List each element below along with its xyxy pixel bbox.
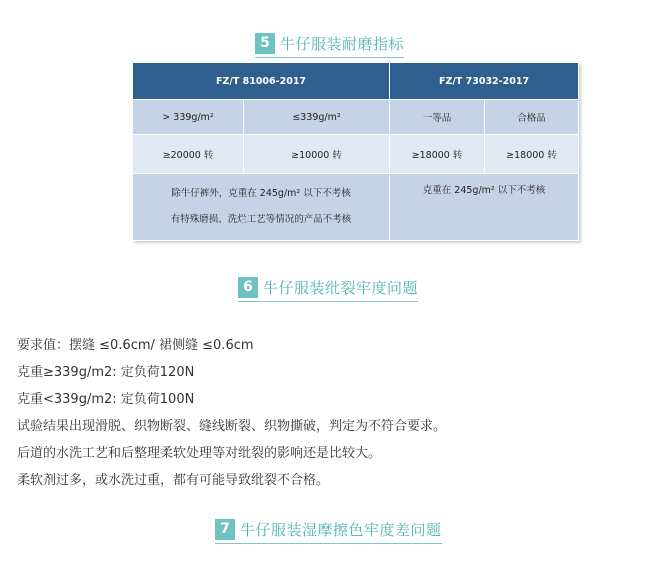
standard-b-header: FZ/T 73032-2017 bbox=[390, 63, 579, 100]
note-line: 有特殊磨损、洗烂工艺等情况的产品不考核 bbox=[170, 214, 352, 225]
table-row bbox=[133, 100, 579, 135]
paragraph: 克重≥339g/m2: 定负荷120N bbox=[17, 365, 195, 380]
section-7-heading bbox=[215, 518, 442, 544]
section-5-number: 5 bbox=[255, 33, 275, 54]
standard-a-header: FZ/T 81006-2017 bbox=[133, 63, 390, 100]
section-7-number: 7 bbox=[215, 519, 235, 540]
table-cell: 一等品 bbox=[390, 100, 485, 135]
section-6-body bbox=[17, 332, 446, 494]
note-line: 克重在 245g/m² 以下不考核 bbox=[422, 185, 546, 196]
table-cell: 合格品 bbox=[485, 100, 579, 135]
paragraph: 要求值：摆缝 ≤0.6cm/ 裙侧缝 ≤0.6cm bbox=[17, 338, 254, 353]
note-line: 除牛仔裤外，克重在 245g/m² 以下不考核 bbox=[171, 188, 351, 199]
paragraph: 后道的水洗工艺和后整理柔软处理等对纰裂的影响还是比较大。 bbox=[17, 446, 382, 461]
paragraph: 试验结果出现滑脱、织物断裂、缝线断裂、织物撕破，判定为不符合要求。 bbox=[17, 419, 447, 434]
section-6-number: 6 bbox=[238, 277, 258, 298]
table-cell: > 339g/m² bbox=[133, 100, 244, 135]
table-row bbox=[133, 174, 579, 241]
section-6-heading bbox=[238, 276, 418, 302]
section-7-title: 牛仔服装湿摩擦色牢度差问题 bbox=[240, 520, 442, 539]
section-5-title: 牛仔服装耐磨指标 bbox=[280, 34, 405, 53]
table-row bbox=[133, 135, 579, 174]
paragraph: 克重<339g/m2: 定负荷100N bbox=[17, 392, 195, 407]
paragraph: 柔软剂过多，或水洗过重，都有可能导致纰裂不合格。 bbox=[17, 473, 330, 488]
abrasion-spec-table bbox=[132, 62, 579, 241]
table-cell: ≥18000 转 bbox=[390, 135, 485, 174]
table-cell: ≤339g/m² bbox=[244, 100, 390, 135]
table-cell: ≥10000 转 bbox=[244, 135, 390, 174]
table-header-row bbox=[133, 63, 579, 100]
section-5-heading bbox=[255, 32, 404, 58]
table-note-cell bbox=[390, 174, 579, 241]
table-cell: ≥18000 转 bbox=[485, 135, 579, 174]
table-cell: ≥20000 转 bbox=[133, 135, 244, 174]
section-6-title: 牛仔服装纰裂牢度问题 bbox=[263, 278, 419, 297]
table-note-cell bbox=[133, 174, 390, 241]
